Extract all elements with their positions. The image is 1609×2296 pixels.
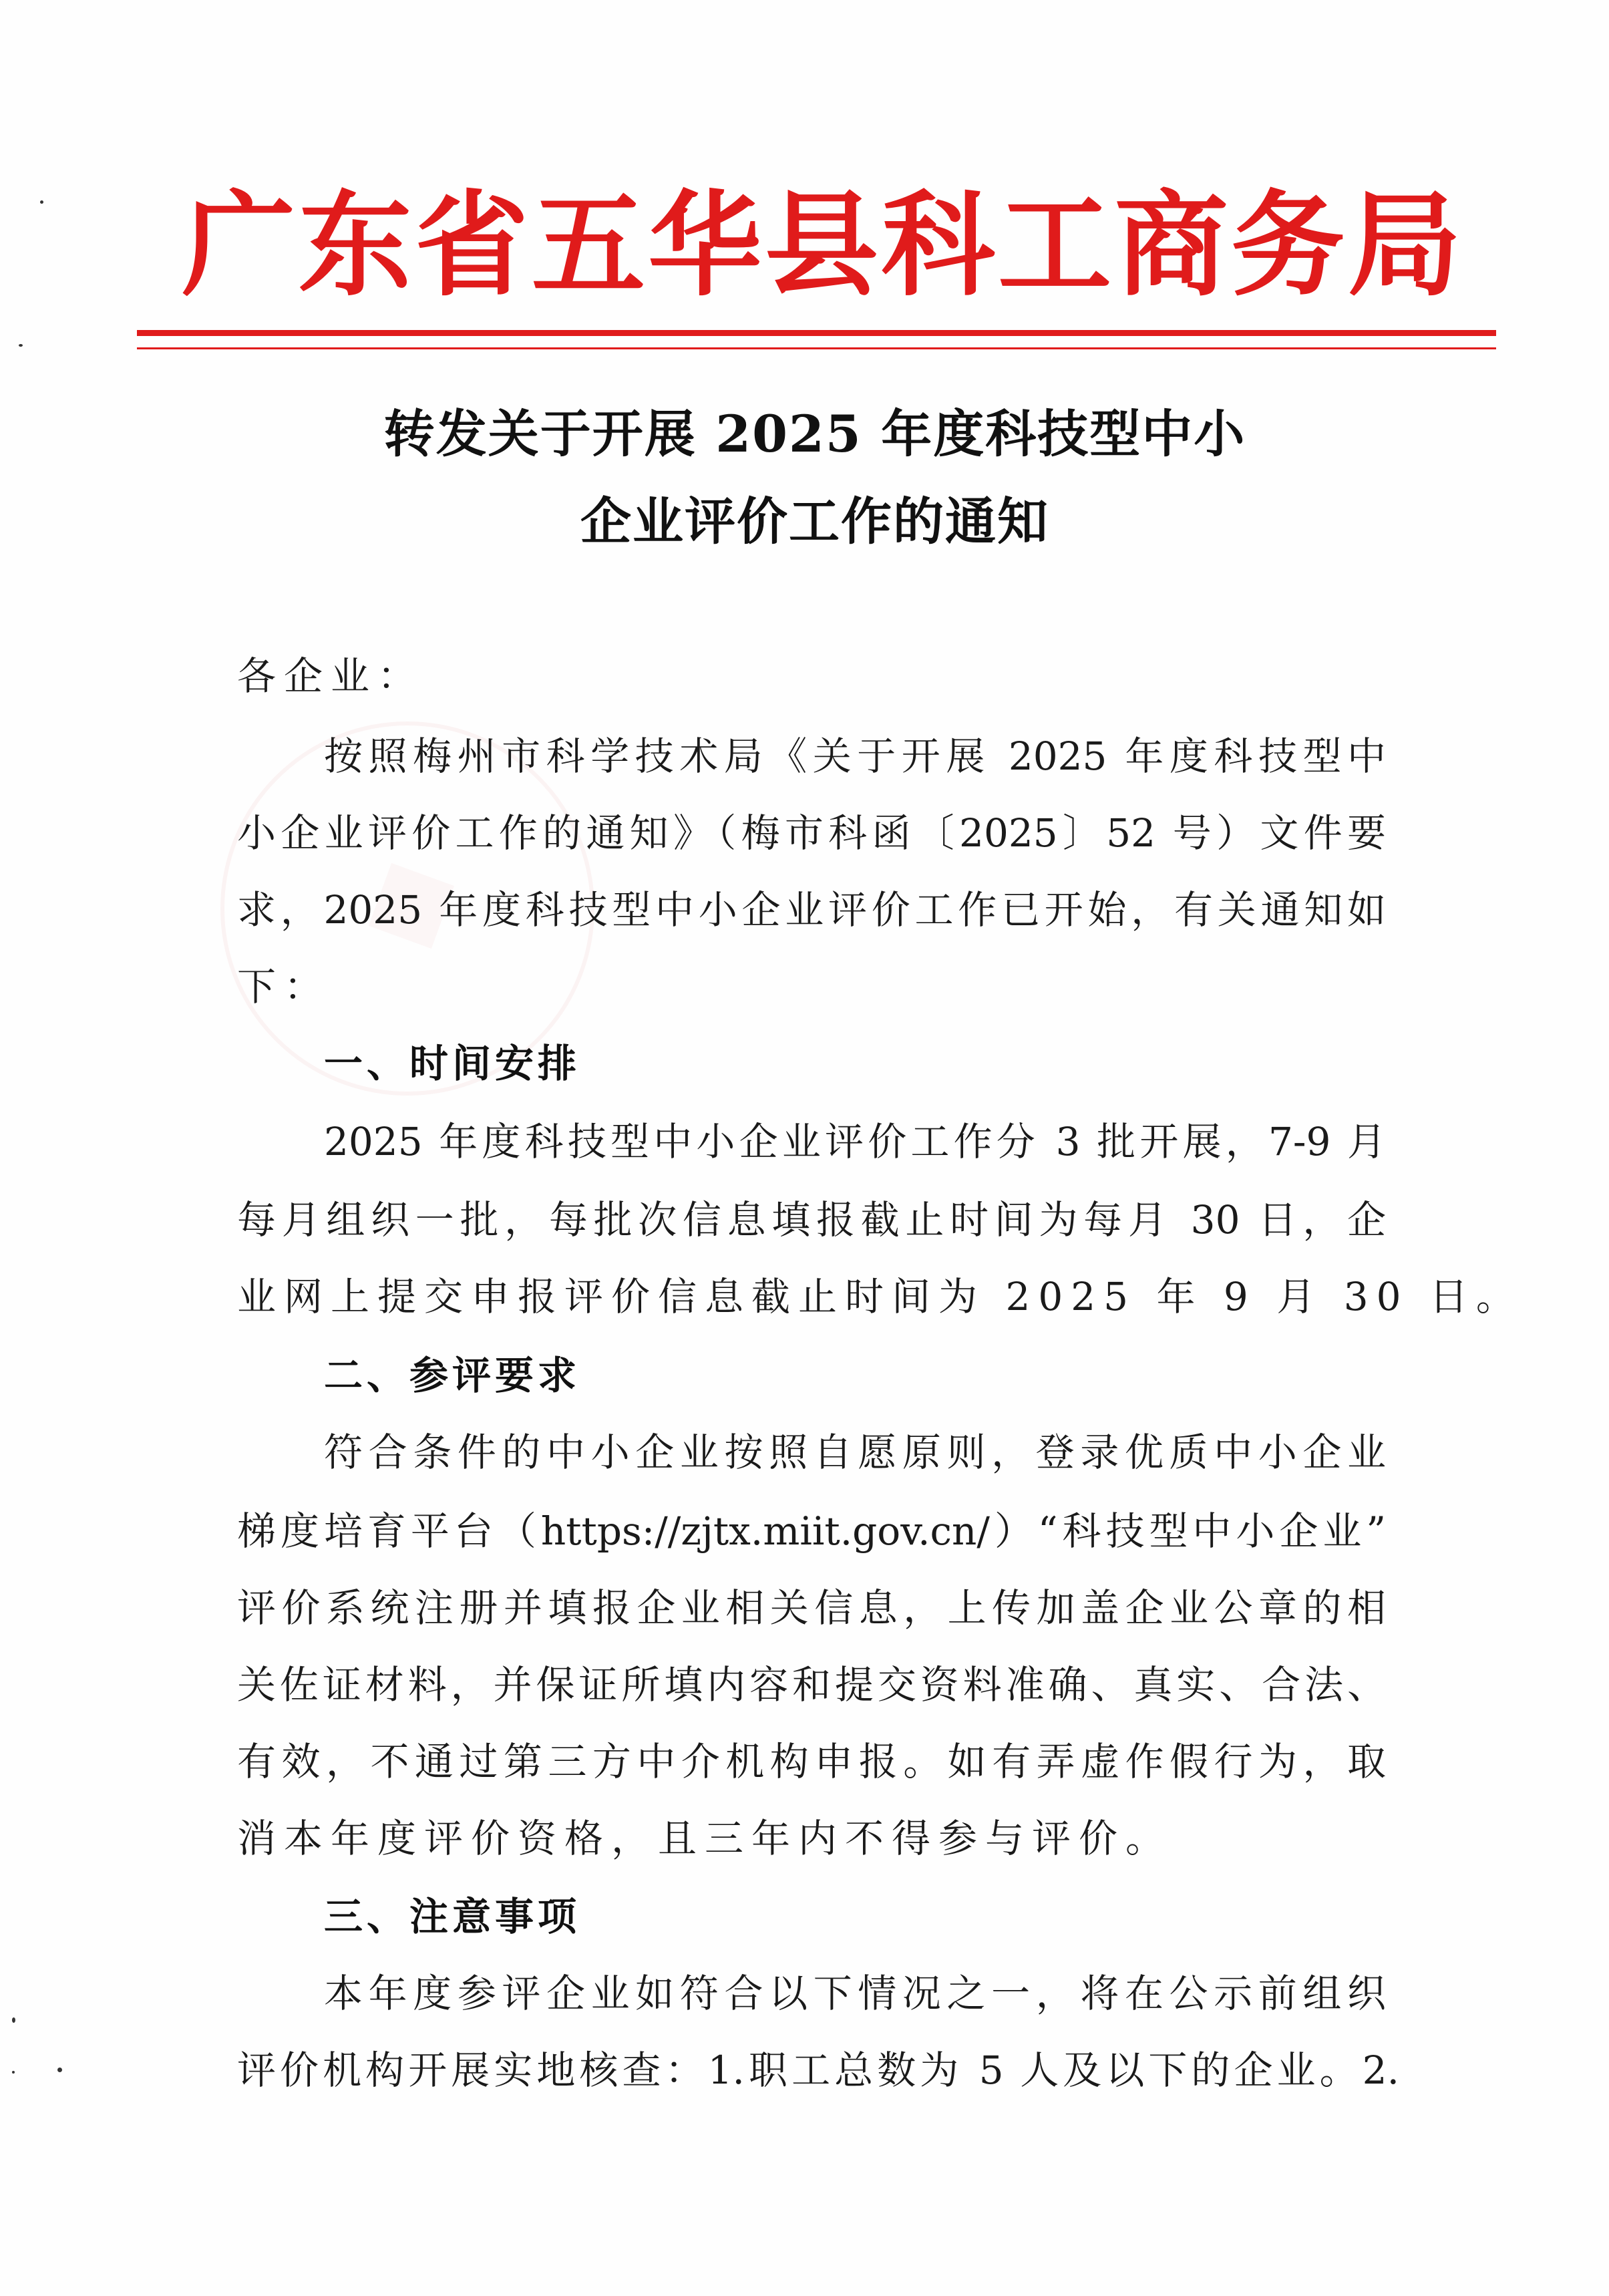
letterhead-char: 商 (1114, 178, 1228, 312)
section-heading-time-schedule: 一、时间安排 (324, 1041, 581, 1086)
section1-line: 业网上提交申报评价信息截止时间为 2025 年 9 月 30 日。 (237, 1274, 1523, 1319)
salutation: 各企业： (237, 653, 425, 699)
scan-speck (12, 2071, 15, 2074)
section3-line: 评价机构开展实地核查：1.职工总数为 5 人及以下的企业。2. (237, 2047, 1399, 2093)
letterhead-title (180, 175, 1463, 315)
letterhead-char: 务 (1231, 178, 1345, 312)
letterhead-char: 县 (765, 178, 879, 312)
letterhead-char: 工 (998, 178, 1112, 312)
section3-line: 本年度参评企业如符合以下情况之一，将在公示前组织 (324, 1971, 1386, 2016)
letterhead-rule-thin (137, 347, 1496, 349)
section1-line: 每月组织一批，每批次信息填报截止时间为每月 30 日，企 (237, 1197, 1386, 1243)
letterhead-char: 东 (298, 178, 412, 312)
intro-line: 按照梅州市科学技术局《关于开展 2025 年度科技型中 (324, 733, 1386, 779)
document-title-line-2: 企业评价工作的通知 (580, 492, 1049, 551)
section2-line: 评价系统注册并填报企业相关信息，上传加盖企业公章的相 (237, 1585, 1386, 1631)
letterhead-char: 省 (415, 178, 529, 312)
section-heading-notes: 三、注意事项 (324, 1894, 581, 1939)
letterhead-char: 华 (648, 178, 762, 312)
letterhead-char: 科 (881, 178, 995, 312)
scan-speck (19, 344, 23, 347)
section2-line: 有效，不通过第三方中介机构申报。如有弄虚作假行为，取 (237, 1739, 1386, 1784)
letterhead-char: 广 (182, 178, 296, 312)
section2-line: 消本年度评价资格，且三年内不得参与评价。 (237, 1816, 1173, 1861)
letterhead-char: 五 (531, 178, 645, 312)
intro-line: 求，2025 年度科技型中小企业评价工作已开始，有关通知如 (237, 887, 1386, 933)
section1-line: 2025 年度科技型中小企业评价工作分 3 批开展，7-9 月 (324, 1119, 1386, 1164)
section2-line: 符合条件的中小企业按照自愿原则，登录优质中小企业 (324, 1430, 1386, 1475)
scan-speck (12, 2017, 15, 2023)
section2-line: 关佐证材料，并保证所填内容和提交资料准确、真实、合法、 (237, 1662, 1386, 1707)
scan-speck (57, 2068, 62, 2072)
section2-line: 梯度培育平台（https://zjtx.miit.gov.cn/）“科技型中小企业” (237, 1508, 1386, 1554)
letterhead-rule-thick (137, 330, 1496, 336)
intro-line: 小企业评价工作的通知》（梅市科函〔2025〕52 号）文件要 (237, 810, 1386, 856)
intro-line: 下： (237, 964, 331, 1009)
section-heading-requirements: 二、参评要求 (324, 1353, 581, 1398)
letterhead-char: 局 (1347, 178, 1461, 312)
scan-speck (40, 200, 43, 204)
document-title-line-1: 转发关于开展 2025 年度科技型中小 (383, 404, 1246, 464)
